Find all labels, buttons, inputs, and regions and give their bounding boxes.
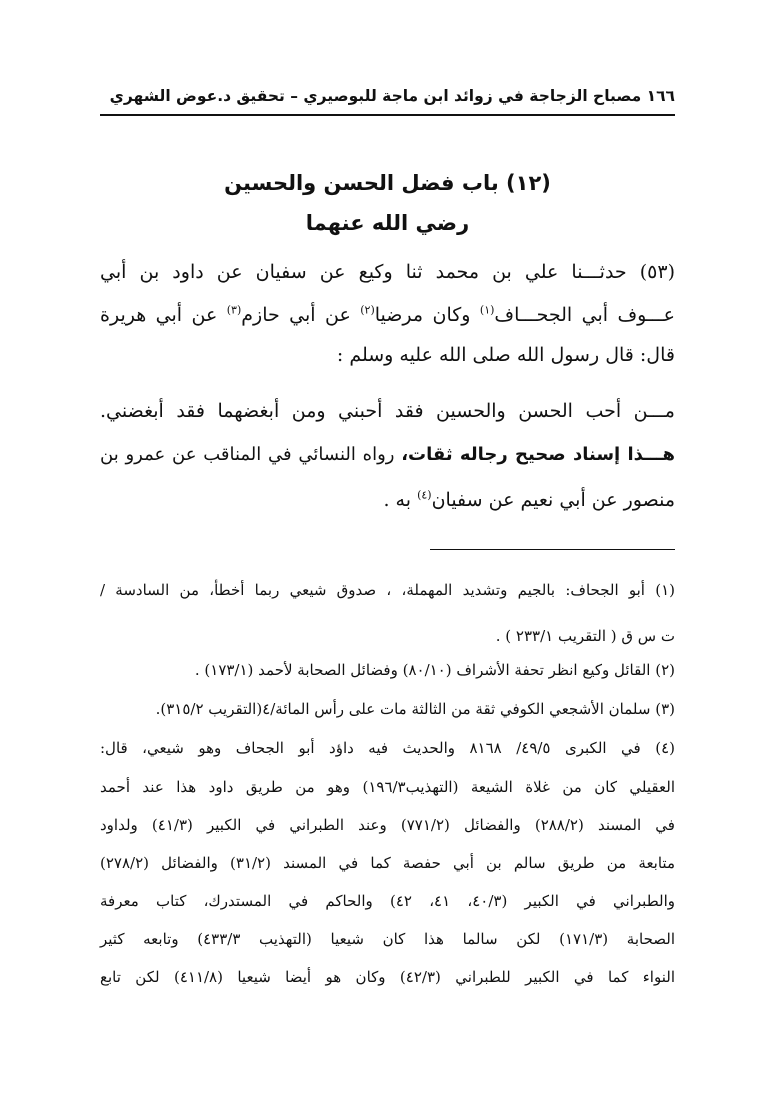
header-divider xyxy=(100,114,675,116)
footnote-4-line-3: في المسند (٢٨٨/٢) والفضائل (٧٧١/٢) وعند الطبراني في الكبير (٤١/٣) ولداود xyxy=(100,816,675,834)
footnote-1-line-1: (١) أبو الجحاف: بالجيم وتشديد المهملة، ، صدوق شيعي ربما أخطأ، من السادسة / xyxy=(100,581,675,599)
footnote-4-line-4: متابعة من طريق سالم بن أبي حفصة كما في المسند (٣١/٢) والفضائل (٢٧٨/٢) xyxy=(100,854,675,872)
chain-text-1: عـــوف أبي الجحـــاف xyxy=(494,304,676,326)
footnote-1-line-2: ت س ق ( التقريب ٢٣٣/١ ) . xyxy=(495,627,675,645)
hadith-chain-line-2 xyxy=(100,300,675,330)
footnote-divider xyxy=(430,549,675,550)
footnote-3: (٣) سلمان الأشجعي الكوفي ثقة من الثالثة مات على رأس المائة/٤(التقريب ٣١٥/٢). xyxy=(155,700,675,718)
grading-line xyxy=(100,440,675,470)
hadith-text-line: مـــن أحب الحسن والحسين فقد أحبني ومن أبغضهما فقد أبغضني. xyxy=(100,400,675,422)
footnote-4-line-6: الصحابة (١٧١/٣) لكن سالما هذا كان شيعيا (التهذيب ٤٣٣/٣) وتابعه كثير xyxy=(100,930,675,948)
footnote-ref-1: (١) xyxy=(479,303,495,317)
hadith-chain-line-1: (٥٣) حدثـــنا علي بن محمد ثنا وكيع عن سفيان عن داود بن أبي xyxy=(100,261,675,283)
chain-text-3: عن أبي حازم xyxy=(241,304,361,326)
chapter-title: (١٢) باب فضل الحسن والحسين xyxy=(224,171,551,195)
footnote-4-line-5: والطبراني في الكبير (٤٠/٣، ٤١، ٤٢) والحاكم في المستدرك، كتاب معرفة xyxy=(100,892,675,910)
grading-line-2 xyxy=(100,485,675,515)
chain-text-4: عن أبي هريرة xyxy=(100,304,227,326)
footnote-2: (٢) القائل وكيع انظر تحفة الأشراف (٨٠/١٠) وفضائل الصحابة لأحمد (١٧٣/١) . xyxy=(194,661,675,679)
footnote-ref-2: (٢) xyxy=(360,303,375,317)
grading-source: رواه النسائي في المناقب عن عمرو بن xyxy=(100,444,402,465)
hadith-intro-line: قال: قال رسول الله صلى الله عليه وسلم : xyxy=(336,344,675,366)
footnote-4-line-2: العقيلي كان من غلاة الشيعة (التهذيب١٩٦/٣) وهو من طريق داود هذا عند أحمد xyxy=(100,778,675,796)
chapter-subtitle: رضي الله عنهما xyxy=(305,211,470,235)
footnote-ref-4: (٤) xyxy=(417,488,432,502)
grading-statement: هـــذا إسناد صحيح رجاله ثقات، xyxy=(401,444,676,465)
footnote-ref-3: (٣) xyxy=(226,303,242,317)
footnote-4-line-1: (٤) في الكبرى ٤٩/٥/ ٨١٦٨ والحديث فيه داؤد أبو الجحاف وهو شيعي، قال: xyxy=(100,739,675,757)
chain-text-2: وكان مرضيا xyxy=(374,304,480,326)
grading-source-3: به . xyxy=(383,489,418,511)
running-header: ١٦٦ مصباح الزجاجة في زوائد ابن ماجة للبوصيري – تحقيق د.عوض الشهري xyxy=(109,87,675,105)
footnote-4-line-7: النواء كما في الكبير للطبراني (٤٢/٣) وكان هو أيضا شيعيا (٤١١/٨) لكن تابع xyxy=(100,968,675,986)
grading-source-2: منصور عن أبي نعيم عن سفيان xyxy=(431,489,675,511)
